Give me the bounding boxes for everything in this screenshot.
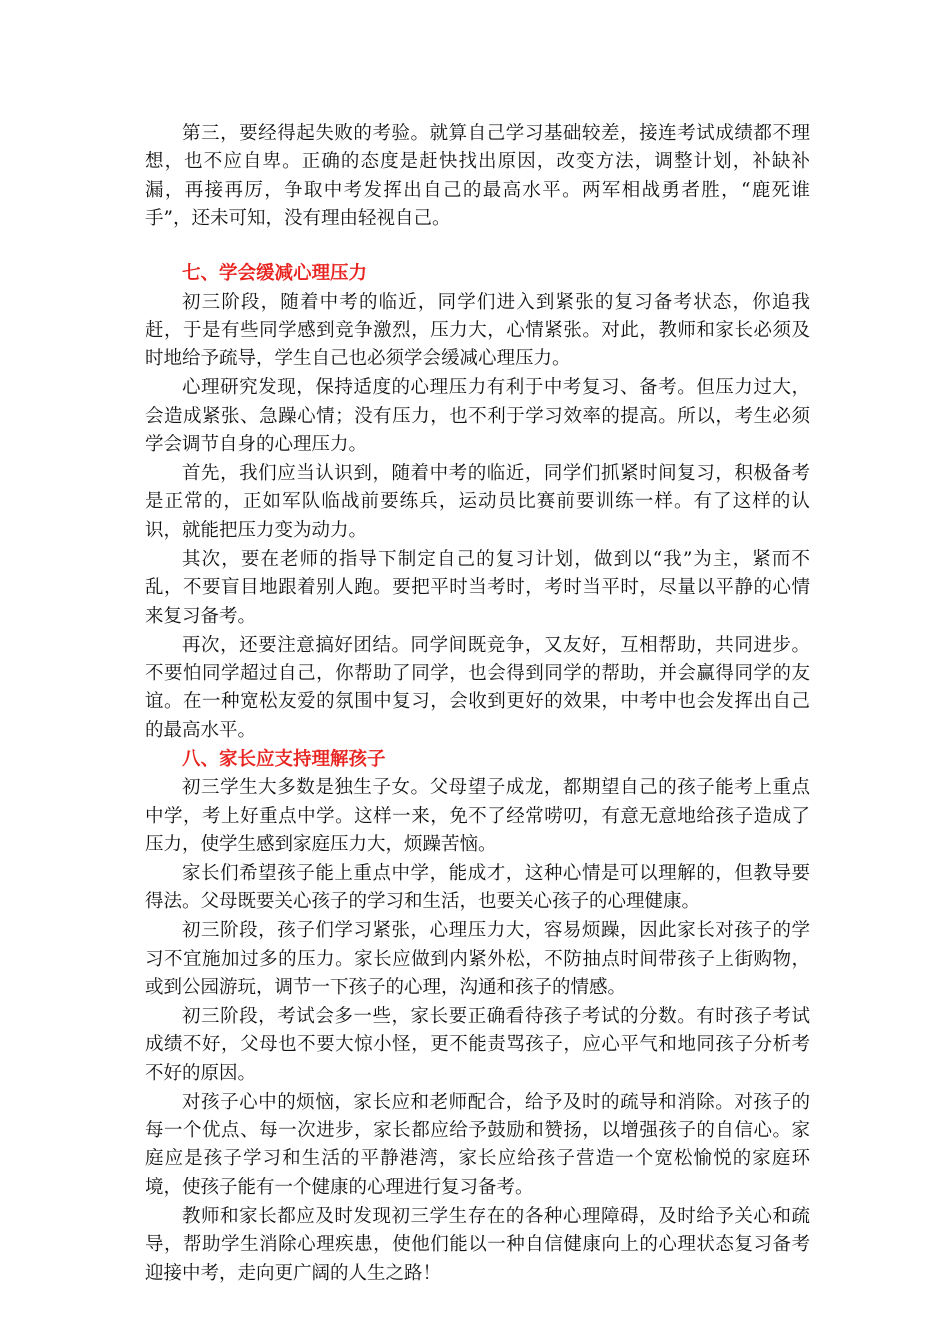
- paragraph: 再次，还要注意搞好团结。同学间既竞争，又友好，互相帮助，共同进步。不要怕同学超过自己，你帮助了同学，也会得到同学的帮助，并会赢得同学的友谊。在一种宽松友爱的氛围中复习，会收到更好的效果，中考中也会发挥出自己的最高水平。: [145, 634, 810, 741]
- paragraph: 初三学生大多数是独生子女。父母望子成龙，都期望自己的孩子能考上重点中学，考上好重点中学。这样一来，免不了经常唠叨，有意无意地给孩子造成了压力，使学生感到家庭压力大，烦躁苦恼。: [145, 777, 810, 855]
- paragraph: 其次，要在老师的指导下制定自己的复习计划，做到以“我”为主，紧而不乱，不要盲目地跟着别人跑。要把平时当考时，考时当平时，尽量以平静的心情来复习备考。: [145, 548, 810, 627]
- section-spacer: [145, 234, 810, 260]
- section-heading-7: 七、学会缓减心理压力: [182, 263, 368, 285]
- paragraph: 初三阶段，考试会多一些，家长要正确看待孩子考试的分数。有时孩子考试成绩不好，父母也不要大惊小怪，更不能责骂孩子，应心平气和地同孩子分析考不好的原因。: [145, 1005, 810, 1084]
- paragraph: 教师和家长都应及时发现初三学生存在的各种心理障碍，及时给予关心和疏导，帮助学生消除心理疾患，使他们能以一种自信健康向上的心理状态复习备考迎接中考，走向更广阔的人生之路！: [145, 1205, 810, 1284]
- paragraph: 首先，我们应当认识到，随着中考的临近，同学们抓紧时间复习，积极备考是正常的，正如军队临战前要练兵，运动员比赛前要训练一样。有了这样的认识，就能把压力变为动力。: [145, 463, 810, 541]
- paragraph: 心理研究发现，保持适度的心理压力有利于中考复习、备考。但压力过大，会造成紧张、急躁心情；没有压力，也不利于学习效率的提高。所以，考生必须学会调节自身的心理压力。: [145, 377, 810, 456]
- paragraph: 初三阶段，孩子们学习紧张，心理压力大，容易烦躁，因此家长对孩子的学习不宜施加过多的压力。家长应做到内紧外松，不防抽点时间带孩子上街购物，或到公园游玩，调节一下孩子的心理，沟通和孩子的情感。: [145, 920, 810, 998]
- paragraph-failure-test: 第三，要经得起失败的考验。就算自己学习基础较差，接连考试成绩都不理想，也不应自卑。正确的态度是赶快找出原因，改变方法，调整计划，补缺补漏，再接再厉，争取中考发挥出自己的最高水平。两军相战勇者胜，“鹿死谁手”，还未可知，没有理由轻视自己。: [145, 123, 810, 230]
- paragraph: 家长们希望孩子能上重点中学，能成才，这种心情是可以理解的，但教导要得法。父母既要关心孩子的学习和生活，也要关心孩子的心理健康。: [145, 862, 810, 913]
- paragraph: 初三阶段，随着中考的临近，同学们进入到紧张的复习备考状态，你追我赶，于是有些同学感到竞争激烈，压力大，心情紧张。对此，教师和家长必须及时地给予疏导，学生自己也必须学会缓减心理压力。: [145, 291, 810, 370]
- document-page: [145, 120, 810, 1288]
- paragraph: 对孩子心中的烦恼，家长应和老师配合，给予及时的疏导和消除。对孩子的每一个优点、每一次进步，家长都应给予鼓励和赞扬，以增强孩子的自信心。家庭应是孩子学习和生活的平静港湾，家长应给孩子营造一个宽松愉悦的家庭环境，使孩子能有一个健康的心理进行复习备考。: [145, 1091, 810, 1198]
- section-heading-8: 八、家长应支持理解孩子: [182, 748, 386, 770]
